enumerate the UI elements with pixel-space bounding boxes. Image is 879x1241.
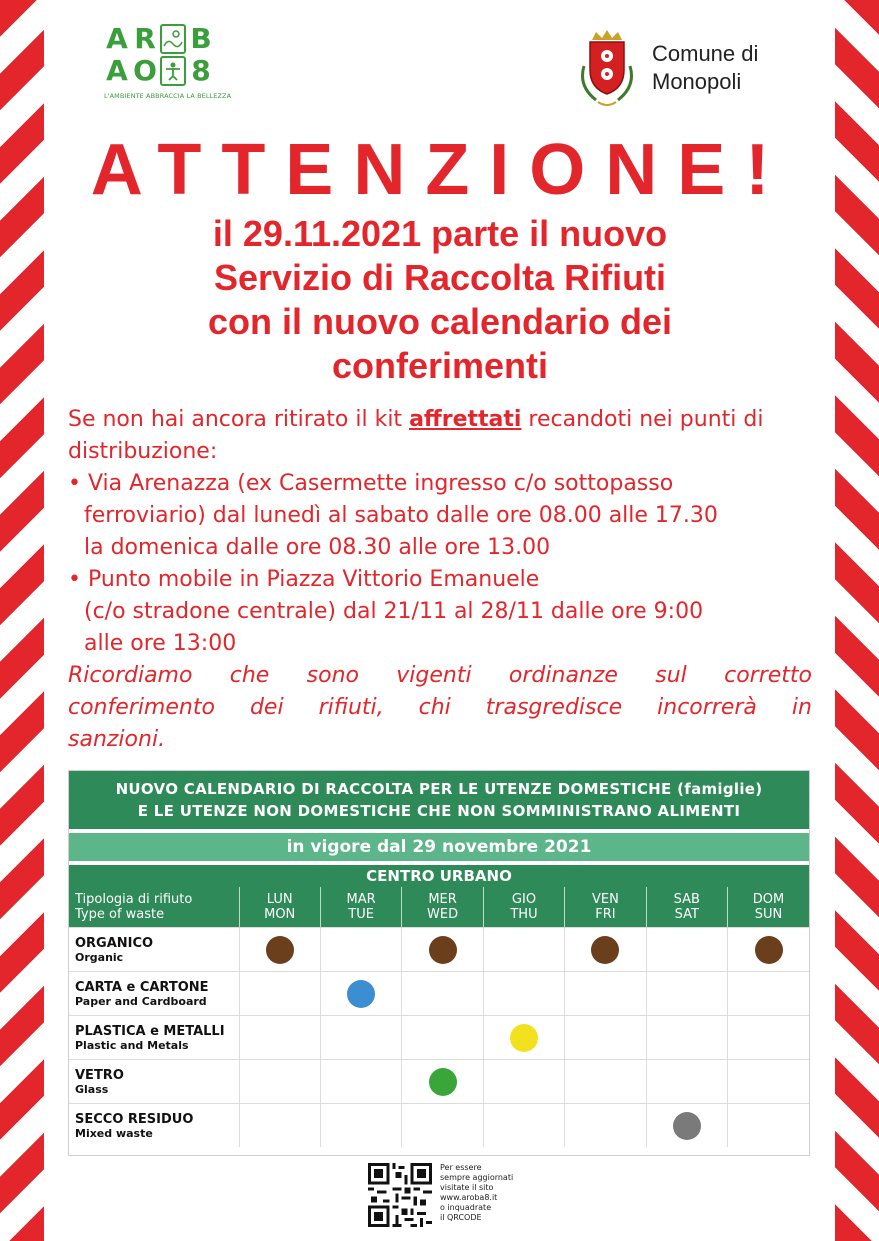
day-cell bbox=[565, 928, 646, 972]
logo-letter: A bbox=[106, 54, 128, 87]
waste-type-name: CARTA e CARTONE bbox=[75, 979, 209, 995]
waste-type-english: Organic bbox=[75, 950, 124, 964]
day-header: DOM SUN bbox=[728, 887, 809, 928]
day-cell bbox=[646, 972, 727, 1016]
logo-letter: 8 bbox=[191, 54, 211, 87]
day-cell bbox=[646, 1016, 727, 1060]
day-header: VEN FRI bbox=[565, 887, 646, 928]
day-header: SAB SAT bbox=[646, 887, 727, 928]
distribution-point: • Punto mobile in Piazza Vittorio Emanuele (c/o stradone centrale) dal 21/11 al 28/11 dalle ore 9:00 alle ore 13:00 bbox=[68, 567, 704, 656]
waste-type-name: PLASTICA e METALLI bbox=[75, 1023, 225, 1039]
day-header: MER WED bbox=[402, 887, 483, 928]
day-cell bbox=[320, 1016, 401, 1060]
logo-letter: O bbox=[133, 54, 157, 87]
waste-type-header: Tipologia di rifiuto Type of waste bbox=[69, 887, 239, 928]
website-link[interactable]: www.aroba8.it bbox=[440, 1193, 498, 1202]
calendar-row bbox=[69, 972, 809, 1016]
comune-line-1: Comune di bbox=[652, 41, 759, 66]
collection-dot bbox=[510, 1024, 538, 1052]
logo-figure-icon bbox=[160, 56, 186, 86]
logo-emblem-icon bbox=[160, 24, 186, 54]
day-cell bbox=[565, 1104, 646, 1148]
collection-dot bbox=[429, 1068, 457, 1096]
day-cell bbox=[728, 1016, 809, 1060]
day-cell bbox=[728, 1060, 809, 1104]
day-cell bbox=[402, 1104, 483, 1148]
qr-caption: Per essere sempre aggiornati visitate il sito www.aroba8.it o inquadrate il QRCODE bbox=[440, 1163, 514, 1222]
day-header: GIO THU bbox=[483, 887, 564, 928]
collection-calendar bbox=[68, 770, 810, 1156]
day-cell bbox=[402, 972, 483, 1016]
day-cell bbox=[483, 928, 564, 972]
day-cell bbox=[483, 972, 564, 1016]
logo-letter: R bbox=[134, 22, 156, 55]
collection-dot bbox=[266, 936, 294, 964]
distribution-point: • Via Arenazza (ex Casermette ingresso c/o sottopasso ferroviario) dal lunedì al sabato dalle ore 08.00 alle 17.30 la domenica dalle ore 08.30 alle ore 13.00 bbox=[68, 471, 718, 560]
notice-body bbox=[68, 404, 812, 756]
headline bbox=[80, 212, 800, 388]
comune-line-2: Monopoli bbox=[652, 69, 742, 94]
day-cell bbox=[565, 1016, 646, 1060]
waste-type-cell bbox=[69, 1016, 239, 1060]
day-cell bbox=[483, 1016, 564, 1060]
calendar-row bbox=[69, 928, 809, 972]
calendar-row bbox=[69, 1016, 809, 1060]
comune-logo bbox=[576, 26, 758, 110]
calendar-area: CENTRO URBANO bbox=[69, 865, 809, 887]
logo-letter: A bbox=[106, 22, 128, 55]
qr-section bbox=[368, 1163, 513, 1227]
headline-line: il 29.11.2021 parte il nuovo bbox=[212, 213, 668, 254]
waste-type-english: Paper and Cardboard bbox=[75, 994, 207, 1008]
waste-type-cell bbox=[69, 1104, 239, 1148]
headline-line: conferimenti bbox=[331, 345, 549, 386]
hazard-stripe-left bbox=[0, 0, 44, 1241]
waste-type-cell bbox=[69, 1060, 239, 1104]
headline-line: Servizio di Raccolta Rifiuti bbox=[213, 257, 667, 298]
reminder-text: Ricordiamo che sono vigenti ordinanze sul corretto conferimento dei rifiuti, chi trasgredisce incorrerà in sanzioni. bbox=[68, 663, 812, 752]
waste-type-english: Plastic and Metals bbox=[75, 1038, 189, 1052]
waste-type-name: ORGANICO bbox=[75, 935, 154, 951]
waste-type-name: VETRO bbox=[75, 1067, 124, 1083]
collection-dot bbox=[347, 980, 375, 1008]
day-cell bbox=[728, 972, 809, 1016]
waste-type-cell bbox=[69, 972, 239, 1016]
day-cell bbox=[402, 1060, 483, 1104]
day-cell bbox=[728, 928, 809, 972]
waste-type-english: Mixed waste bbox=[75, 1126, 153, 1140]
day-cell bbox=[239, 1104, 320, 1148]
day-cell bbox=[646, 928, 727, 972]
day-header: LUN MON bbox=[239, 887, 320, 928]
day-cell bbox=[728, 1104, 809, 1148]
day-cell bbox=[239, 928, 320, 972]
day-cell bbox=[402, 928, 483, 972]
day-cell bbox=[320, 928, 401, 972]
calendar-row bbox=[69, 1060, 809, 1104]
bullet: • bbox=[68, 567, 81, 592]
affrettati-emphasis: affrettati bbox=[409, 407, 522, 432]
intro-text: Se non hai ancora ritirato il kit affrettati recandoti nei punti di distribuzione: bbox=[68, 407, 764, 464]
day-cell bbox=[483, 1104, 564, 1148]
collection-dot bbox=[429, 936, 457, 964]
waste-type-cell bbox=[69, 928, 239, 972]
day-cell bbox=[320, 1060, 401, 1104]
attention-heading: ATTENZIONE! bbox=[90, 130, 790, 210]
waste-type-name: SECCO RESIDUO bbox=[75, 1111, 194, 1127]
day-cell bbox=[565, 1060, 646, 1104]
day-cell bbox=[646, 1060, 727, 1104]
day-header: MAR TUE bbox=[320, 887, 401, 928]
day-cell bbox=[646, 1104, 727, 1148]
day-cell bbox=[239, 1016, 320, 1060]
logo-letter: B bbox=[190, 22, 212, 55]
day-cell bbox=[239, 1060, 320, 1104]
collection-dot bbox=[591, 936, 619, 964]
calendar-header-row bbox=[69, 887, 809, 928]
calendar-validity: in vigore dal 29 novembre 2021 bbox=[69, 833, 809, 861]
aro-ba8-logo bbox=[104, 22, 232, 120]
hazard-stripe-right bbox=[835, 0, 879, 1241]
headline-line: con il nuovo calendario dei bbox=[207, 301, 673, 342]
day-cell bbox=[483, 1060, 564, 1104]
day-cell bbox=[402, 1016, 483, 1060]
day-cell bbox=[320, 972, 401, 1016]
calendar-title: NUOVO CALENDARIO DI RACCOLTA PER LE UTENZE DOMESTICHE (famiglie) E LE UTENZE NON DOMESTICHE CHE NON SOMMINISTRANO ALIMENTI bbox=[69, 771, 809, 829]
collection-dot bbox=[673, 1112, 701, 1140]
day-cell bbox=[565, 972, 646, 1016]
logo-tagline: L'AMBIENTE ABBRACCIA LA BELLEZZA bbox=[104, 92, 232, 100]
day-cell bbox=[320, 1104, 401, 1148]
calendar-table bbox=[69, 887, 809, 1147]
collection-dot bbox=[755, 936, 783, 964]
day-cell bbox=[239, 972, 320, 1016]
calendar-row bbox=[69, 1104, 809, 1148]
coat-of-arms-icon bbox=[576, 26, 638, 110]
qr-code-icon[interactable] bbox=[368, 1163, 432, 1227]
bullet: • bbox=[68, 471, 81, 496]
waste-type-english: Glass bbox=[75, 1082, 109, 1096]
